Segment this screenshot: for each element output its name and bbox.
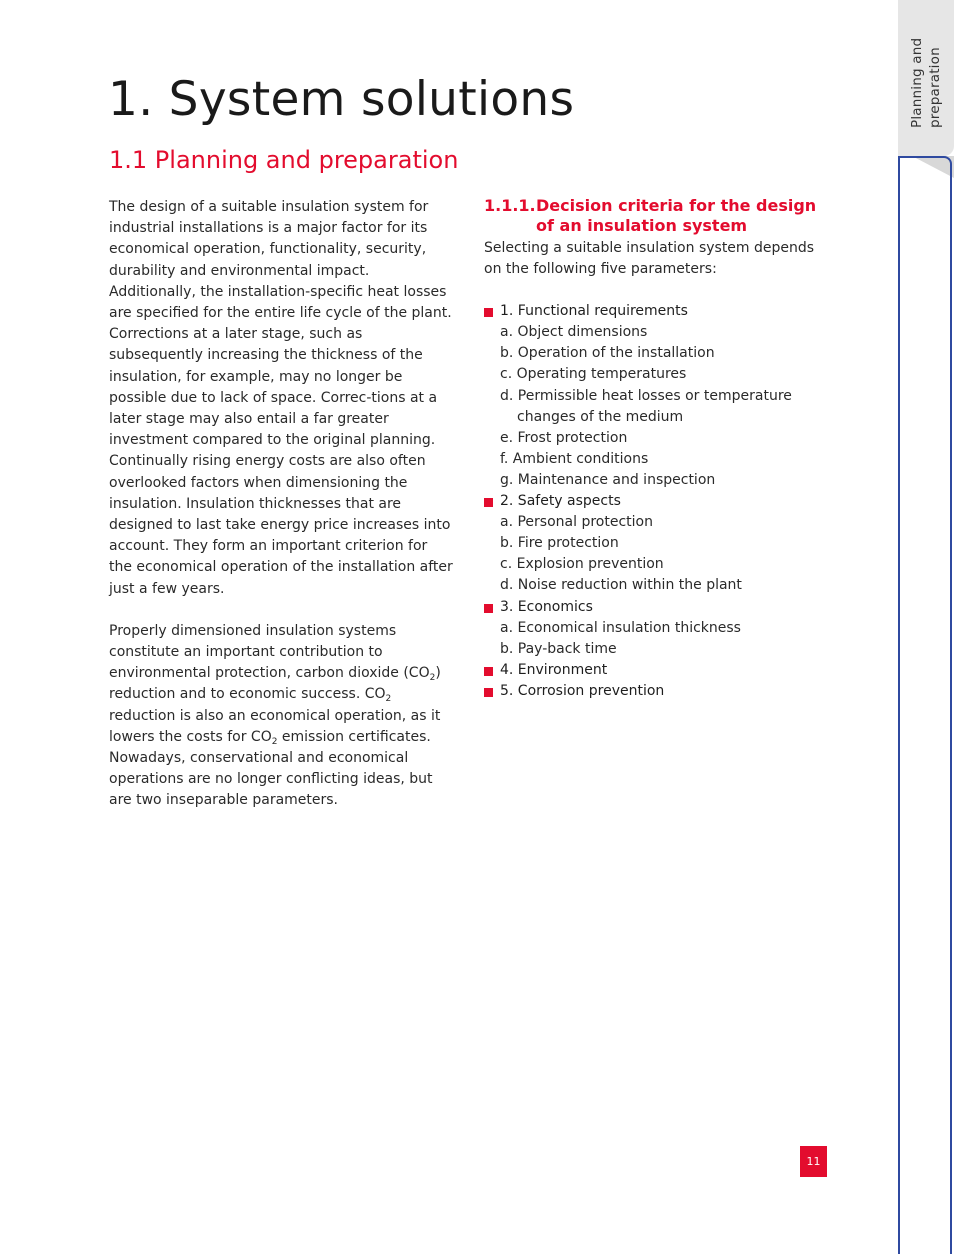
- criterion-subitem: a. Object dimensions: [500, 324, 648, 341]
- criterion-item: 5. Corrosion prevention: [484, 681, 834, 702]
- side-tab-line1: Planning and: [909, 37, 925, 128]
- para2-part-d: emission certificates.: [277, 728, 431, 745]
- criterion-subitem: b. Pay-back time: [500, 640, 617, 657]
- criterion-subitem: g. Maintenance and inspection: [500, 471, 716, 488]
- paragraph-conclusion: Nowadays, conservational and economical operations are no longer conflicting ideas, but are two inseparable parameters.: [109, 750, 433, 809]
- criteria-list: [484, 301, 834, 702]
- page-frame-border: [898, 156, 952, 1254]
- criterion-subitem: b. Operation of the installation: [500, 345, 715, 362]
- criterion-subitem: c. Explosion prevention: [500, 556, 664, 573]
- criterion-item: 2. Safety aspects: [484, 491, 834, 512]
- criterion-subitem: a. Personal protection: [500, 514, 653, 531]
- side-tab-line2: preparation: [927, 47, 943, 128]
- subsection-title: Decision criteria for the design of an insulation system: [536, 196, 817, 235]
- side-tab-label-box: [898, 0, 954, 156]
- criterion-subitem: d. Permissible heat losses or temperature changes of the medium: [500, 387, 792, 425]
- subscript-2: 2: [385, 694, 392, 705]
- side-tab: [898, 0, 954, 1254]
- criterion-item: 3. Economics: [484, 597, 834, 618]
- criterion-subitem: b. Fire protection: [500, 535, 619, 552]
- section-title: 1.1 Planning and preparation: [109, 146, 459, 174]
- paragraph-environment: [109, 621, 454, 748]
- criterion-subitem: c. Operating temperatures: [500, 366, 687, 383]
- criterion-item: 1. Functional requirements: [484, 301, 834, 322]
- criterion-subitem: f. Ambient conditions: [500, 450, 649, 467]
- side-tab-text: [908, 28, 944, 128]
- subscript-2: 2: [271, 736, 278, 747]
- criterion-item: 4. Environment: [484, 660, 834, 681]
- page-title: 1. System solutions: [108, 72, 575, 127]
- left-column: [109, 197, 454, 812]
- subscript-2: 2: [429, 673, 436, 684]
- subsection-number: 1.1.1.: [484, 196, 536, 215]
- page-number: 11: [800, 1146, 827, 1177]
- criterion-subitem: e. Frost protection: [500, 429, 628, 446]
- criterion-subitem: d. Noise reduction within the plant: [500, 577, 742, 594]
- para2-part-c: reduction is also an economical operation, as it lowers the costs for CO: [109, 707, 441, 745]
- criterion-subitem: a. Economical insulation thickness: [500, 619, 741, 636]
- para2-part-b: ) reduction and to economic success. CO: [109, 665, 441, 703]
- para2-part-a: Properly dimensioned insulation systems constitute an important contribution to environmental protection, carbon dioxide (CO: [109, 622, 430, 682]
- subsection-heading: [484, 196, 834, 236]
- paragraph-intro: The design of a suitable insulation system for industrial installations is a major factor for its economical operation, functionality, security, durability and environmental impact. Additionally, the installation-specific heat losses are specified for the entire life cycle of the plant. Corrections at a later stage, such as subsequently increasing the thickness of the insulation, for example, may no longer be possible due to lack of space. Correc-tions at a later stage may also entail a far greater investment compared to the original planning. Continually rising energy costs are also often overlooked factors when dimensioning the insulation. Insulation thicknesses that are designed to last take energy price increases into account. They form an important criterion for the economical operation of the installation after just a few years.: [109, 199, 453, 597]
- right-column: [484, 196, 834, 702]
- criteria-intro: Selecting a suitable insulation system depends on the following five parameters:: [484, 240, 815, 278]
